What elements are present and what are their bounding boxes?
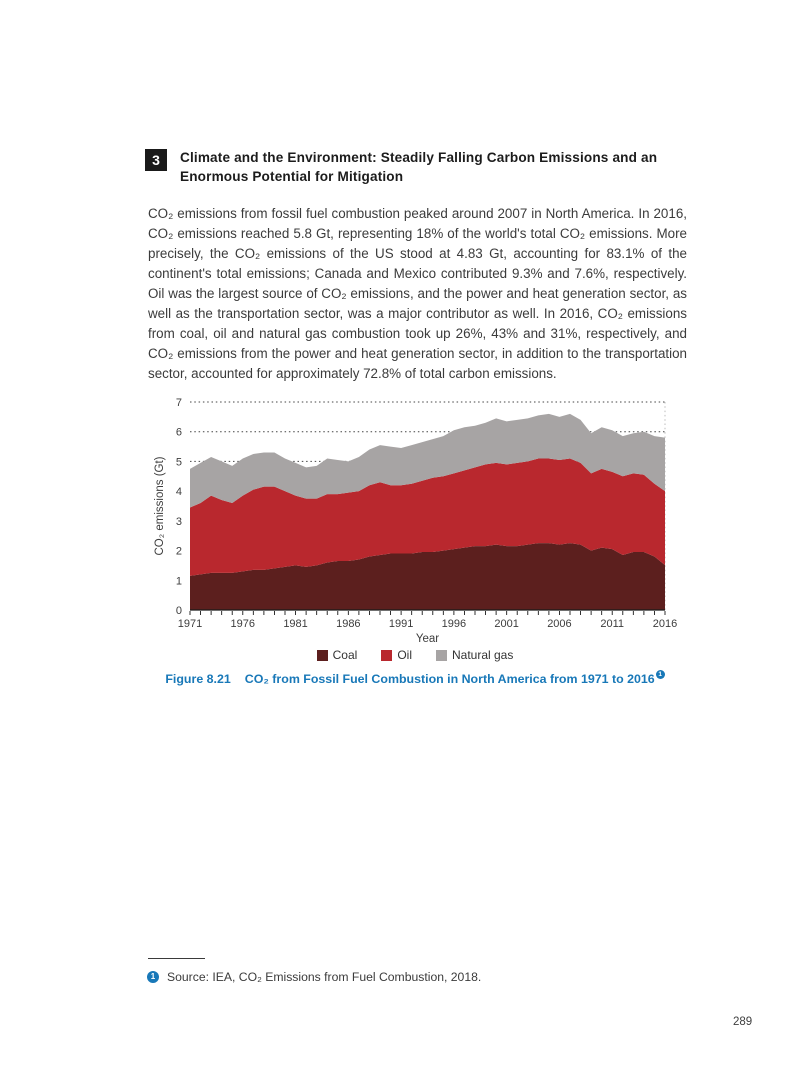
legend-label-oil: Oil: [397, 648, 412, 662]
stacked-area-chart: [150, 392, 680, 647]
x-axis-title: Year: [415, 633, 440, 645]
y-tick-label: 4: [175, 486, 182, 499]
page-number: 289: [733, 1016, 753, 1028]
y-tick-label: 1: [175, 575, 182, 588]
y-tick-label: 2: [175, 545, 182, 558]
y-tick-label: 5: [175, 456, 182, 469]
figure-caption: [150, 672, 680, 686]
figure-label: Figure 8.21: [165, 672, 231, 686]
x-tick-label: 2006: [547, 618, 572, 630]
footnote-number-icon: 1: [147, 971, 159, 983]
legend-label-natural-gas: Natural gas: [451, 648, 514, 662]
legend-item-coal: [317, 648, 358, 662]
legend-item-oil: [381, 648, 412, 662]
section-title: Climate and the Environment: Steadily Falling Carbon Emissions and an Enormous Potential for Mitigation: [180, 150, 658, 184]
legend-swatch-natural-gas: [436, 650, 447, 661]
y-tick-label: 6: [175, 426, 182, 439]
x-tick-label: 2011: [600, 618, 625, 630]
x-tick-label: 1996: [441, 618, 467, 630]
y-axis-title: CO₂ emissions (Gt): [154, 456, 166, 556]
x-tick-label: 1991: [388, 618, 414, 630]
y-tick-label: 3: [175, 515, 182, 528]
x-tick-label: 2001: [494, 618, 519, 630]
x-tick-label: 2016: [652, 618, 678, 630]
footnote-marker-icon: 1: [656, 670, 665, 679]
x-tick-label: 1976: [230, 618, 256, 630]
footnote-rule: [148, 958, 205, 959]
footnote-text: Source: IEA, CO₂ Emissions from Fuel Combustion, 2018.: [167, 970, 482, 984]
y-tick-label: 0: [175, 605, 182, 617]
x-tick-label: 1986: [336, 618, 361, 630]
footnote: [147, 970, 481, 984]
legend-swatch-coal: [317, 650, 328, 661]
x-tick-label: 1971: [177, 618, 203, 630]
legend-swatch-oil: [381, 650, 392, 661]
legend-item-natural-gas: [436, 648, 513, 662]
y-tick-label: 7: [175, 397, 182, 409]
body-paragraph: CO₂ emissions from fossil fuel combustion peaked around 2007 in North America. In 2016, CO₂ emissions reached 5.8 Gt, representing 18% of the world's total CO₂ emissions. More precisely, the CO₂ emissions of the US stood at 4.83 Gt, accounting for 83.1% of the continent's total emissions; Canada and Mexico contributed 9.3% and 7.6%, respectively. Oil was the largest source of CO₂ emissions, and the power and heat generation sector, as well as the transportation sector, was a major contributor as well. In 2016, CO₂ emissions from coal, oil and natural gas combustion took up 26%, 43% and 31%, respectively, and CO₂ emissions from the power and heat generation sector, in addition to the transportation sector, accounted for approximately 72.8% of total carbon emissions.: [148, 206, 687, 381]
legend-label-coal: Coal: [332, 648, 358, 662]
figure-title: CO₂ from Fossil Fuel Combustion in North America from 1971 to 2016: [244, 672, 655, 686]
section-number-badge: 3: [145, 149, 167, 171]
x-tick-label: 1981: [283, 618, 308, 630]
chart-legend: [150, 648, 680, 662]
